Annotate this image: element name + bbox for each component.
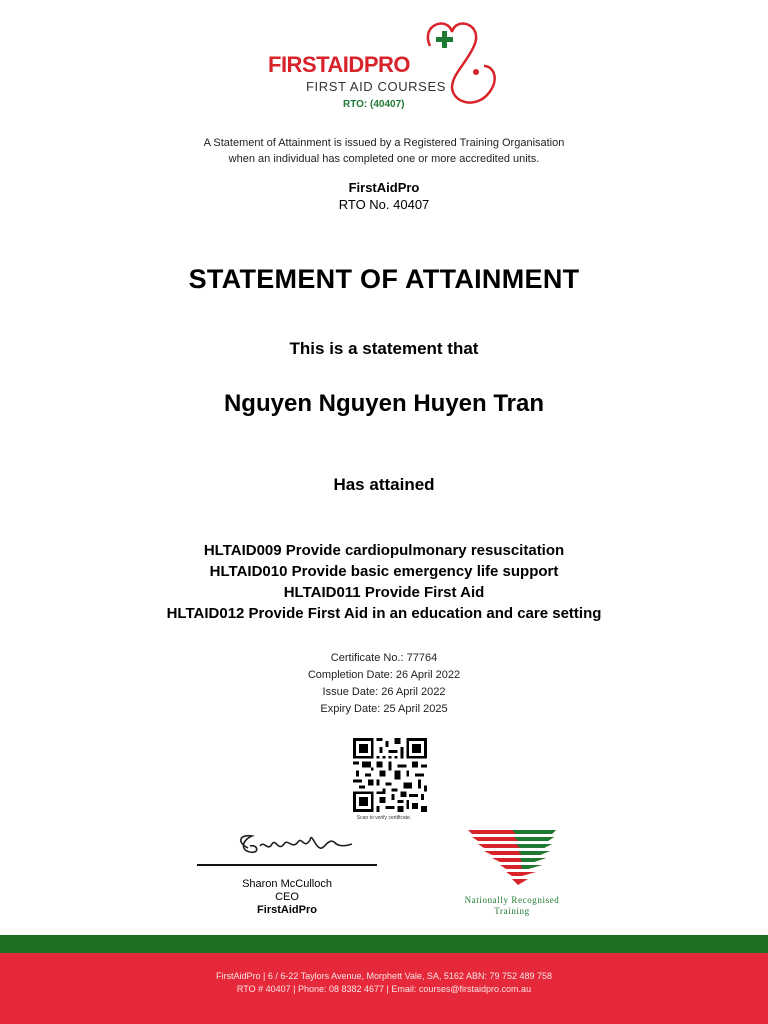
- signer-company: FirstAidPro: [257, 904, 317, 916]
- unit-item: HLTAID010 Provide basic emergency life support: [209, 563, 559, 580]
- intro-text: [0, 135, 768, 167]
- certificate-number: Certificate No.: 77764: [330, 652, 438, 664]
- logo-brand: FIRSTAIDPRO: [268, 52, 410, 77]
- expiry-date: Expiry Date: 25 April 2025: [320, 703, 448, 715]
- page-title: STATEMENT OF ATTAINMENT: [188, 264, 580, 294]
- signer-role: CEO: [275, 891, 299, 903]
- logo-tagline: FIRST AID COURSES: [306, 79, 446, 94]
- nrt-line: Training: [494, 906, 530, 916]
- attained-label: Has attained: [333, 475, 435, 494]
- intro-line: when an individual has completed one or more accredited units.: [228, 153, 540, 165]
- unit-item: HLTAID009 Provide cardiopulmonary resuscitation: [203, 542, 565, 559]
- unit-item: HLTAID011 Provide First Aid: [283, 584, 485, 601]
- recipient-name: Nguyen Nguyen Huyen Tran: [223, 390, 545, 417]
- nrt-line: Nationally Recognised: [464, 895, 560, 905]
- certificate-details: [0, 650, 768, 718]
- signature-icon: [228, 826, 358, 862]
- issue-date: Issue Date: 26 April 2022: [322, 686, 446, 698]
- org-name: FirstAidPro: [348, 180, 420, 195]
- org-rto: RTO No. 40407: [338, 197, 430, 212]
- footer-address: FirstAidPro | 6 / 6-22 Taylors Avenue, Morphett Vale, SA, 5162 ABN: 79 752 489 758: [215, 971, 553, 981]
- statement-line: This is a statement that: [289, 339, 479, 358]
- unit-item: HLTAID012 Provide First Aid in an education and care setting: [166, 605, 602, 622]
- footer-green-band: [0, 935, 768, 953]
- qr-caption: Scan to verify certificate.: [356, 815, 412, 821]
- signer-name: Sharon McCulloch: [242, 878, 332, 890]
- intro-line: A Statement of Attainment is issued by a Registered Training Organisation: [203, 137, 565, 149]
- completion-date: Completion Date: 26 April 2022: [307, 669, 461, 681]
- signer-block: [197, 878, 377, 917]
- signature-line: [197, 864, 377, 866]
- footer-contact: RTO # 40407 | Phone: 08 8382 4677 | Email: courses@firstaidpro.com.au: [236, 984, 532, 994]
- qr-code-icon[interactable]: [353, 738, 427, 812]
- footer-text: [0, 970, 768, 996]
- nrt-label: [452, 895, 572, 917]
- logo-rto: RTO: (40407): [343, 99, 405, 110]
- units-list: [0, 540, 768, 624]
- nationally-recognised-training-logo-icon: [466, 830, 558, 890]
